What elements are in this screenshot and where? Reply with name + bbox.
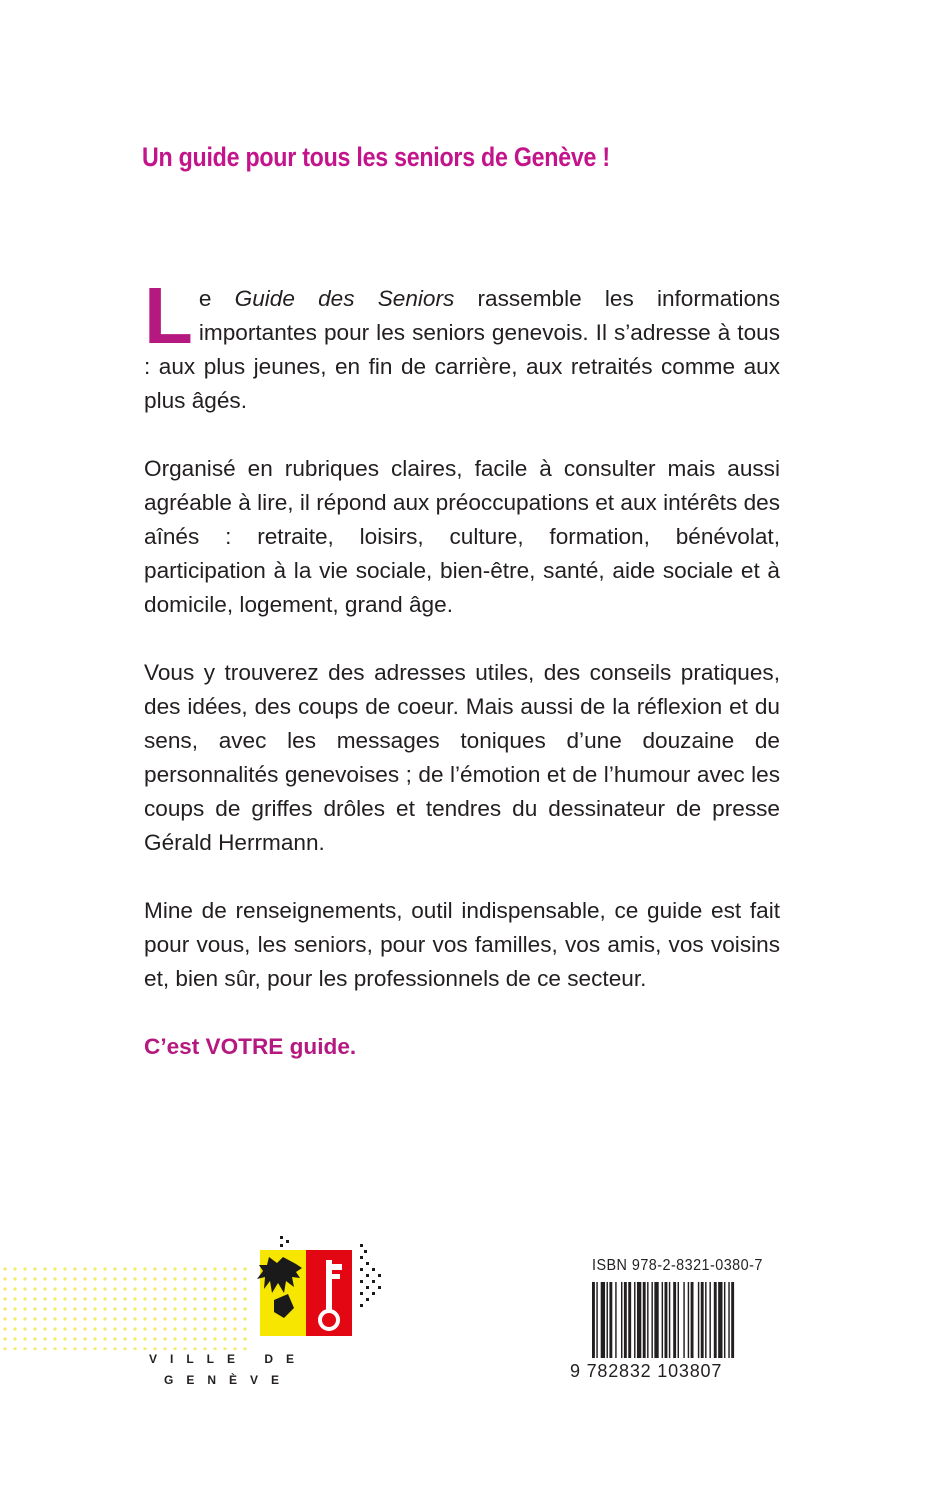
barcode-bar bbox=[654, 1282, 658, 1358]
barcode bbox=[592, 1282, 782, 1358]
ean-digits: 9 782832 103807 bbox=[570, 1361, 723, 1381]
description-text bbox=[144, 271, 781, 1098]
barcode-bar bbox=[683, 1282, 684, 1358]
intro-rest: rassemble les informations importantes pour les seniors genevois. Il s’adresse à tous : aux plus jeunes, en fin de carrière, aux retraités comme aux plus âgés. bbox=[144, 286, 781, 413]
barcode-bar bbox=[651, 1282, 652, 1358]
barcode-bar bbox=[718, 1282, 722, 1358]
barcode-bar bbox=[678, 1282, 679, 1358]
barcode-bar bbox=[731, 1282, 734, 1358]
barcode-bar bbox=[669, 1282, 670, 1358]
barcode-bar bbox=[637, 1282, 641, 1358]
barcode-bar bbox=[673, 1282, 676, 1358]
geneva-coat-of-arms-icon bbox=[256, 1234, 396, 1354]
barcode-bar bbox=[705, 1282, 706, 1358]
barcode-bar bbox=[596, 1282, 597, 1358]
guide-title: Guide des Seniors bbox=[234, 286, 455, 311]
paragraph-rubriques: Organisé en rubriques claires, facile à consulter mais aussi agréable à lire, il répond aux préoccupations et aux intérêts des aînés : retraite, loisirs, culture, formation, bénévolat, participation à la vie sociale, bien-être, santé, aide sociale et à domicile, logement, grand âge. bbox=[144, 456, 780, 617]
barcode-bar bbox=[624, 1282, 627, 1358]
barcode-bar bbox=[621, 1282, 622, 1358]
barcode-bar bbox=[691, 1282, 694, 1358]
barcode-bar bbox=[609, 1282, 612, 1358]
dot-pattern bbox=[0, 1264, 250, 1350]
barcode-bar bbox=[714, 1282, 717, 1358]
ville-de-geneve-logo-text bbox=[148, 1349, 308, 1391]
closing-line: C’est VOTRE guide. bbox=[144, 1034, 357, 1059]
barcode-bar bbox=[634, 1282, 635, 1358]
barcode-bar bbox=[662, 1282, 663, 1358]
intro-paragraph bbox=[144, 271, 781, 418]
intro-lead: e bbox=[198, 286, 235, 311]
headline: Un guide pour tous les seniors de Genève ! bbox=[142, 142, 610, 172]
barcode-bar bbox=[628, 1282, 631, 1358]
barcode-bar bbox=[592, 1282, 595, 1358]
logo-line-2: GENÈVE bbox=[163, 1373, 292, 1387]
paragraph-adresses: Vous y trouverez des adresses utiles, des conseils pratiques, des idées, des coups de coeur. Mais aussi de la réflexion et du sens, avec les messages toniques d’une douzaine de personnalités genevoises ; de l’émotion et de l’humour avec les coups de griffes drôles et tendres du dessinateur de presse Gérald Herrmann. bbox=[144, 660, 780, 855]
logo-line-1: VILLE DE bbox=[148, 1352, 307, 1366]
barcode-bar bbox=[701, 1282, 704, 1358]
barcode-bar bbox=[601, 1282, 605, 1358]
barcode-bar bbox=[665, 1282, 668, 1358]
isbn-label: ISBN 978-2-8321-0380-7 bbox=[592, 1257, 763, 1274]
barcode-bar bbox=[728, 1282, 729, 1358]
paragraph-renseignements: Mine de renseignements, outil indispensable, ce guide est fait pour vous, les seniors, pour vos familles, vos amis, vos voisins et, bien sûr, pour les professionnels de ce secteur. bbox=[144, 898, 780, 991]
barcode-bar bbox=[647, 1282, 648, 1358]
barcode-bar bbox=[724, 1282, 725, 1358]
barcode-bar bbox=[688, 1282, 689, 1358]
barcode-bar bbox=[615, 1282, 616, 1358]
drop-cap: L bbox=[144, 271, 193, 360]
barcode-bar bbox=[643, 1282, 646, 1358]
barcode-bar bbox=[698, 1282, 699, 1358]
barcode-bar bbox=[709, 1282, 710, 1358]
barcode-bar bbox=[607, 1282, 608, 1358]
